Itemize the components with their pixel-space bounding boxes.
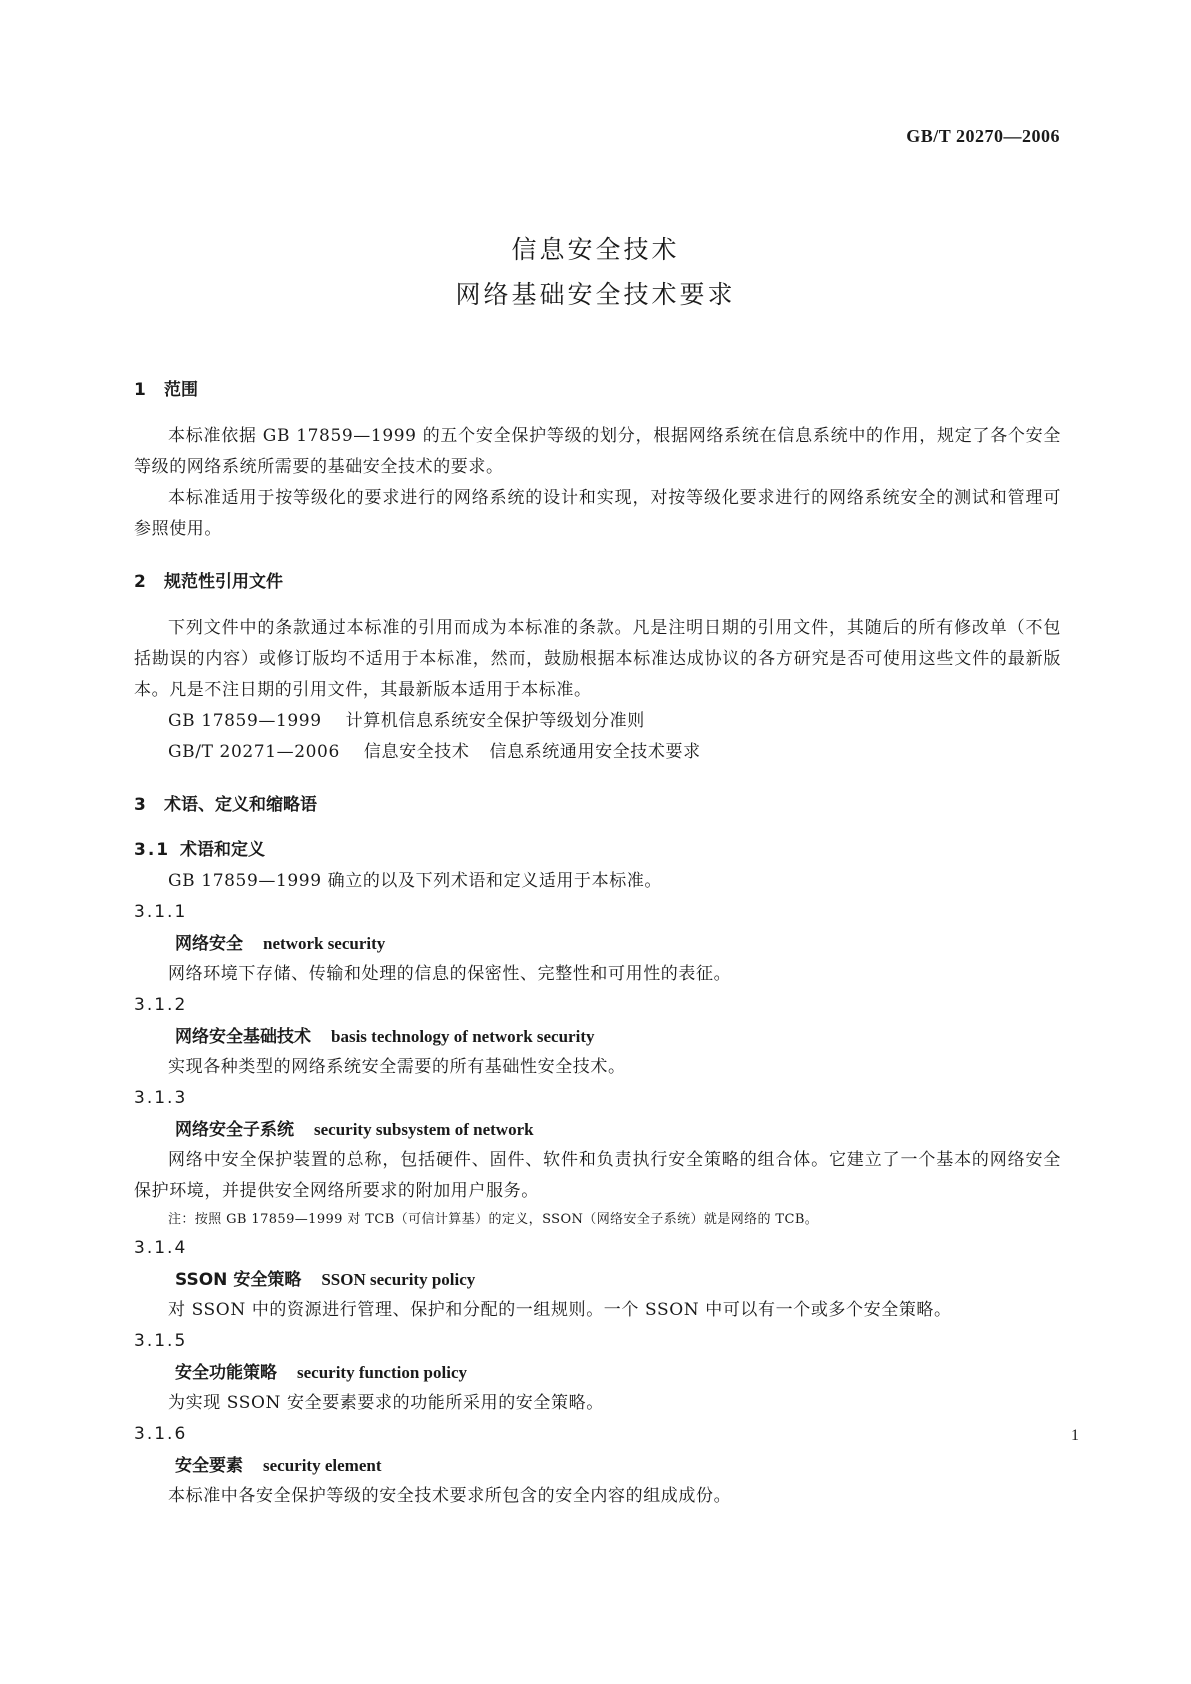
term-definition: 对 SSON 中的资源进行管理、保护和分配的一组规则。一个 SSON 中可以有一个或多个安全策略。: [168, 1300, 952, 1320]
page-number: 1: [1071, 1427, 1079, 1444]
section-title: 规范性引用文件: [164, 572, 283, 592]
term-chinese: 网络安全子系统: [175, 1120, 294, 1140]
term-english: network security: [263, 934, 386, 953]
clause-number: 3.1.5: [134, 1331, 188, 1351]
section-2-paragraph-1: 下列文件中的条款通过本标准的引用而成为本标准的条款。凡是注明日期的引用文件，其随后的所有修改单（不包括勘误的内容）或修订版均不适用于本标准，然而，鼓励根据本标准达成协议的各方研究是否可使用这些文件的最新版本。凡是不注日期的引用文件，其最新版本适用于本标准。: [134, 618, 1061, 700]
standard-code: GB/T 20270—2006: [906, 126, 1060, 146]
document-body: [134, 363, 1061, 1512]
term-heading: [134, 1450, 1061, 1481]
clause-number: 3.1.4: [134, 1238, 188, 1258]
term-definition: 网络中安全保护装置的总称，包括硬件、固件、软件和负责执行安全策略的组合体。它建立了一个基本的网络安全保护环境，并提供安全网络所要求的附加用户服务。: [134, 1150, 1061, 1201]
term-heading: [134, 1264, 1061, 1295]
term-heading: [134, 1021, 1061, 1052]
term-definition: 本标准中各安全保护等级的安全技术要求所包含的安全内容的组成成份。: [168, 1486, 732, 1506]
reference-title-part-a: 信息安全技术: [363, 742, 470, 762]
term-definition: 实现各种类型的网络系统安全需要的所有基础性安全技术。: [168, 1057, 626, 1077]
term-chinese: 安全功能策略: [175, 1363, 277, 1383]
term-english: SSON security policy: [321, 1270, 476, 1289]
term-heading: [134, 1114, 1061, 1145]
document-title-line2: 网络基础安全技术要求: [455, 280, 736, 309]
normative-reference-1: [134, 706, 1061, 737]
subsection-3-1-heading: [134, 834, 1061, 866]
section-1-paragraph-2: 本标准适用于按等级化的要求进行的网络系统的设计和实现，对按等级化要求进行的网络系统安全的测试和管理可参照使用。: [134, 488, 1061, 539]
document-title-line1: 信息安全技术: [511, 235, 680, 264]
subsection-number: 3.1: [134, 840, 171, 860]
term-chinese: SSON 安全策略: [175, 1270, 302, 1290]
subsection-title: 术语和定义: [180, 840, 265, 860]
term-heading: [134, 928, 1061, 959]
term-note: 注：按照 GB 17859—1999 对 TCB（可信计算基）的定义，SSON（网络安全子系统）就是网络的 TCB。: [168, 1212, 819, 1227]
term-heading: [134, 1357, 1061, 1388]
section-2-heading: [134, 565, 1061, 599]
clause-number: 3.1.2: [134, 995, 188, 1015]
reference-code: GB/T 20271—2006: [168, 742, 340, 762]
term-english: security element: [263, 1456, 382, 1475]
subsection-3-1-paragraph: GB 17859—1999 确立的以及下列术语和定义适用于本标准。: [168, 871, 663, 891]
section-1-heading: [134, 373, 1061, 407]
section-number: 2: [134, 572, 146, 592]
term-chinese: 网络安全基础技术: [175, 1027, 311, 1047]
clause-number: 3.1.6: [134, 1424, 188, 1444]
section-title: 范围: [164, 380, 198, 400]
term-definition: 网络环境下存储、传输和处理的信息的保密性、完整性和可用性的表征。: [168, 964, 732, 984]
section-number: 1: [134, 380, 146, 400]
term-english: basis technology of network security: [331, 1027, 595, 1046]
clause-number: 3.1.1: [134, 902, 188, 922]
term-chinese: 安全要素: [175, 1456, 243, 1476]
reference-title: 计算机信息系统安全保护等级划分准则: [345, 711, 645, 731]
term-english: security function policy: [297, 1363, 467, 1382]
term-chinese: 网络安全: [175, 934, 243, 954]
section-number: 3: [134, 795, 146, 815]
normative-reference-2: [134, 737, 1061, 768]
section-title: 术语、定义和缩略语: [164, 795, 317, 815]
section-1-paragraph-1: 本标准依据 GB 17859—1999 的五个安全保护等级的划分，根据网络系统在信息系统中的作用，规定了各个安全等级的网络系统所需要的基础安全技术的要求。: [134, 426, 1061, 477]
term-definition: 为实现 SSON 安全要素要求的功能所采用的安全策略。: [168, 1393, 604, 1413]
reference-title-part-b: 信息系统通用安全技术要求: [489, 742, 701, 762]
term-english: security subsystem of network: [314, 1120, 534, 1139]
reference-code: GB 17859—1999: [168, 711, 322, 731]
clause-number: 3.1.3: [134, 1088, 188, 1108]
section-3-heading: [134, 788, 1061, 822]
